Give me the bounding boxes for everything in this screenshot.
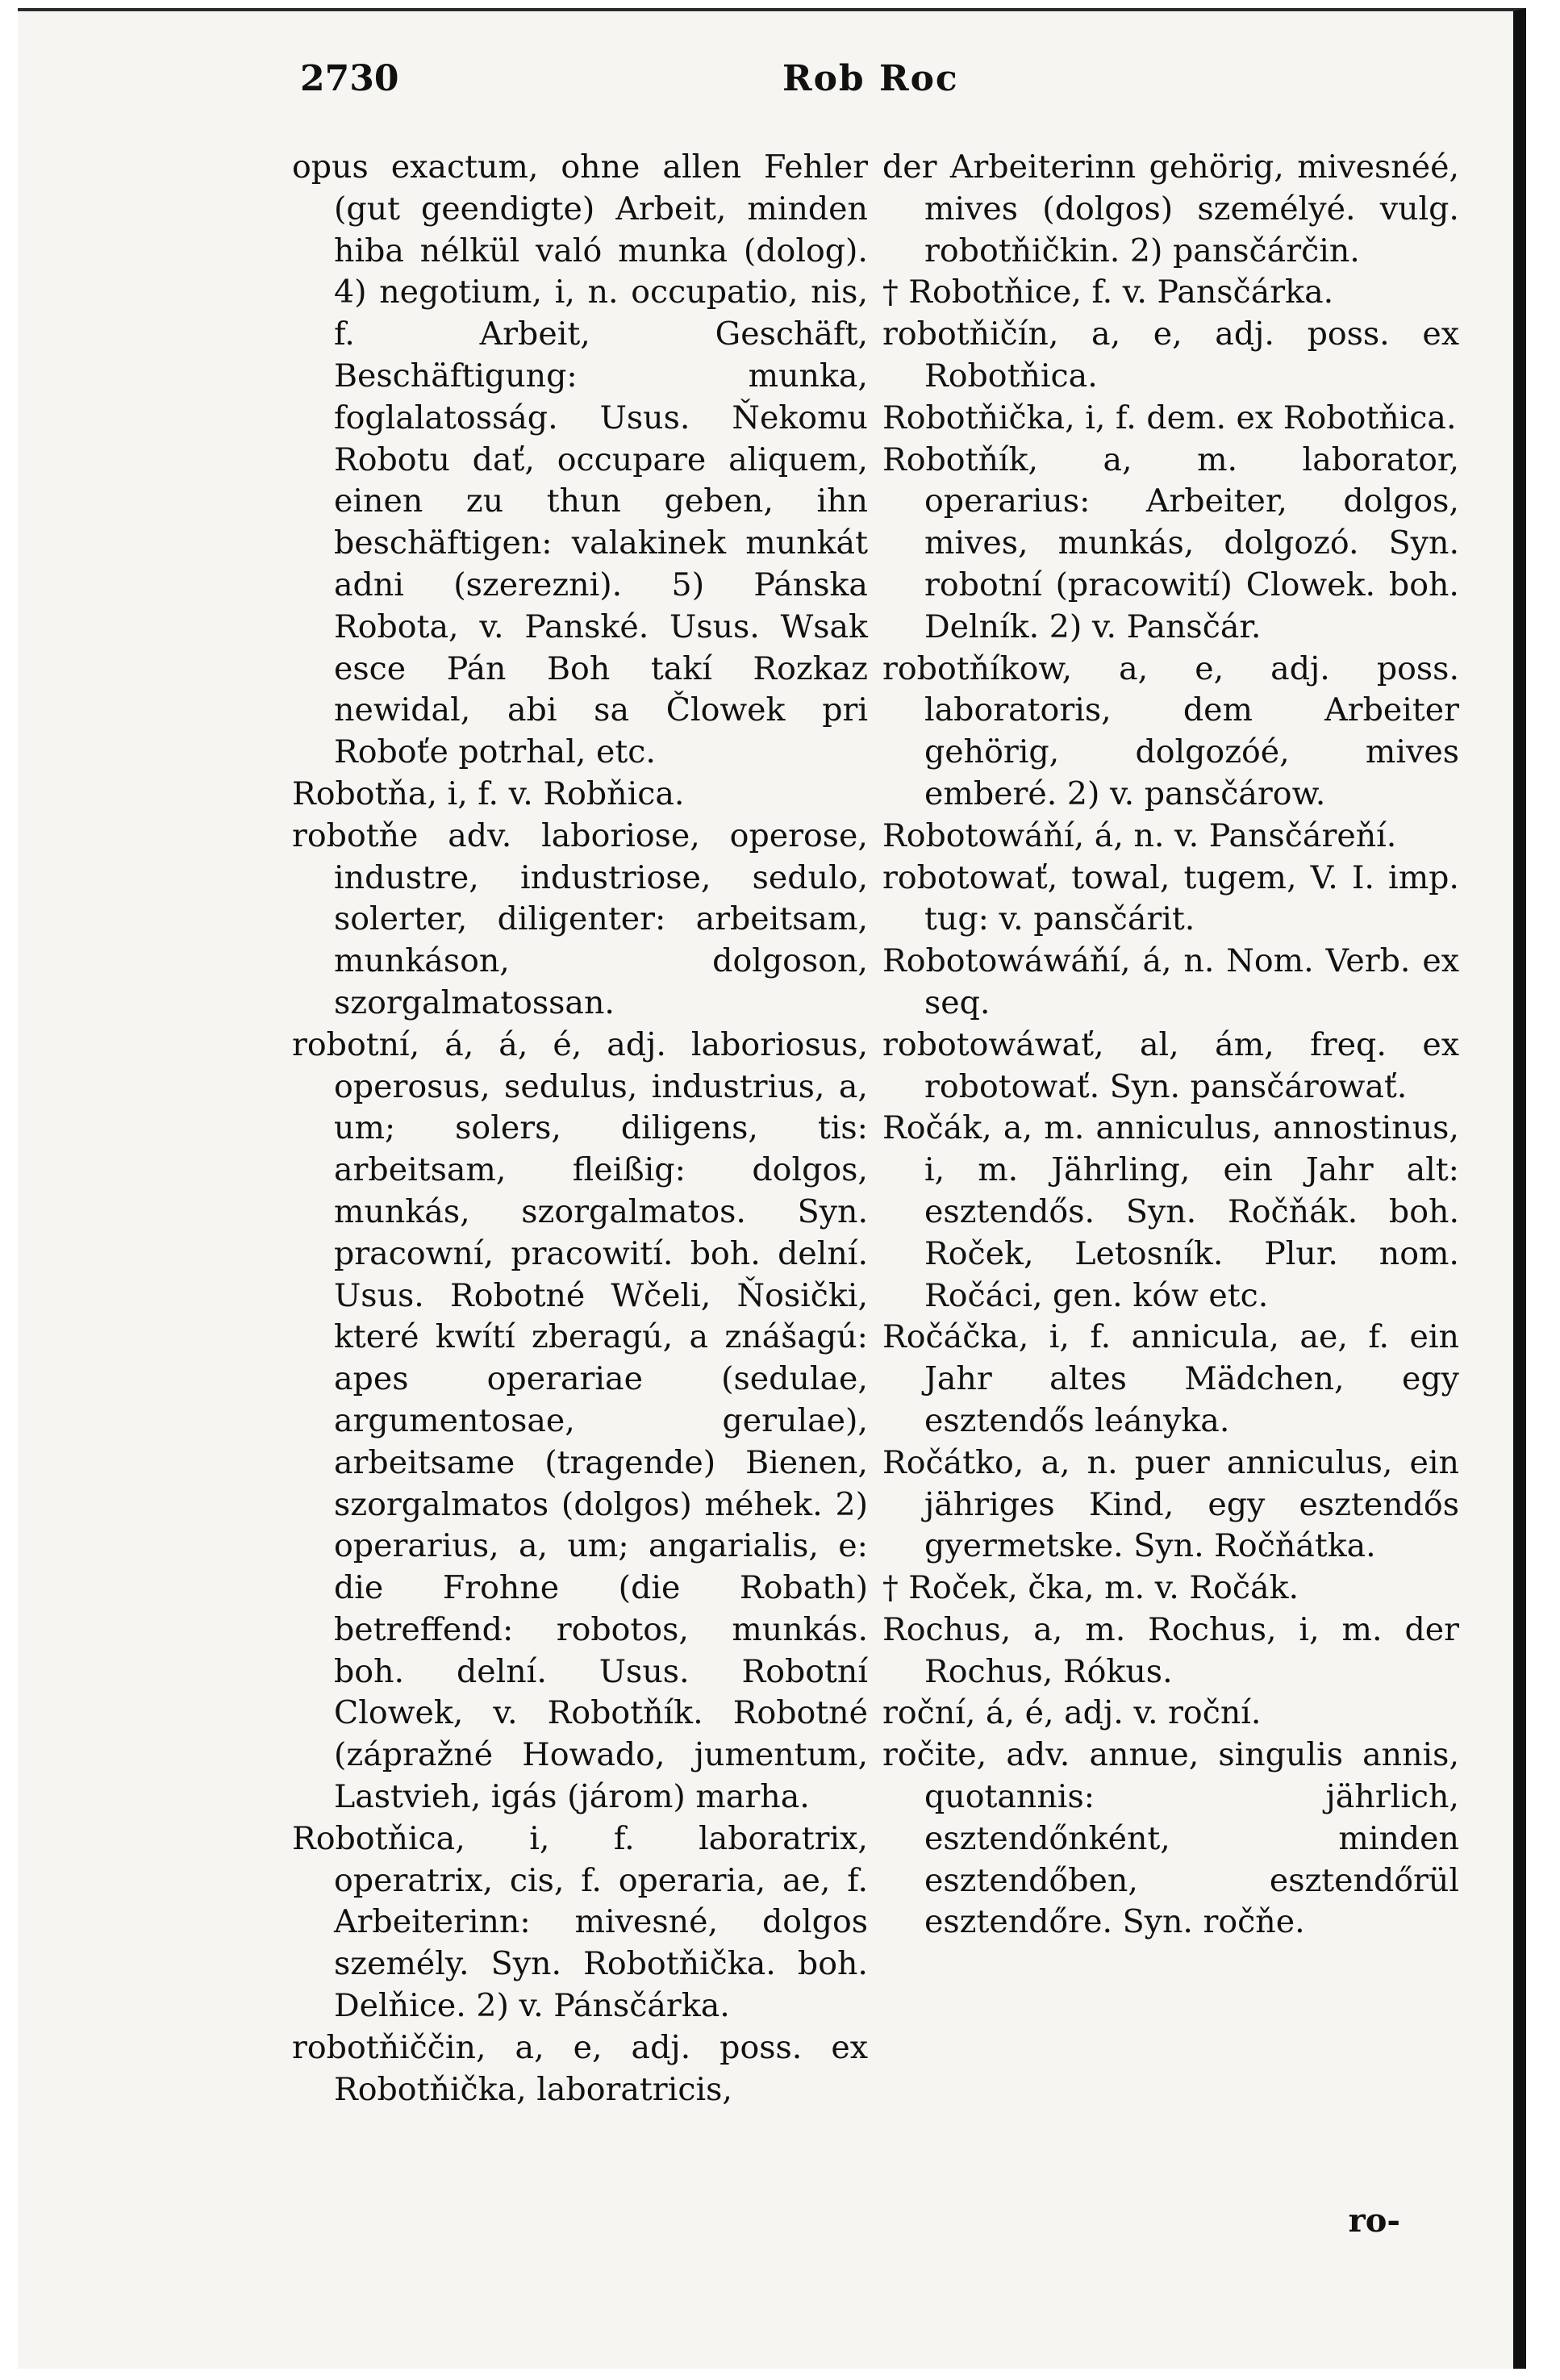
dictionary-page xyxy=(18,8,1526,2369)
dictionary-entry: Rochus, a, m. Rochus, i, m. der Rochus, Rókus. xyxy=(882,1610,1459,1690)
page-header xyxy=(300,58,1481,115)
dictionary-entry: Ročátko, a, n. puer anniculus, ein jähriges Kind, egy esztendős gyermetske. Syn. Ročňátka. xyxy=(882,1443,1459,1565)
dictionary-entry: † Roček, čka, m. v. Ročák. xyxy=(882,1569,1299,1607)
dictionary-entry: robotňičín, a, e, adj. poss. ex Robotňica. xyxy=(882,315,1459,395)
running-head: Rob Roc xyxy=(782,58,959,99)
dictionary-entry: Robotowáwáňí, á, n. Nom. Verb. ex seq. xyxy=(882,942,1459,1021)
dictionary-entry: Ročák, a, m. anniculus, annostinus, i, m. Jährling, ein Jahr alt: esztendős. Syn. Ročňák. boh. Roček, Letosník. Plur. nom. Ročáci, gen. ków etc. xyxy=(882,1109,1459,1314)
dictionary-entry: ročite, adv. annue, singulis annis, quotannis: jährlich, esztendőnként, minden esztendőben, esztendőrül esztendőre. Syn. ročňe. xyxy=(882,1736,1459,1941)
dictionary-entry: Robotňička, i, f. dem. ex Robotňica. xyxy=(882,399,1457,436)
page-number: 2730 xyxy=(300,58,399,99)
dictionary-entry: der Arbeiterinn gehörig, mivesnéé, mives (dolgos) személyé. vulg. robotňičkin. 2) pansčárčin. xyxy=(882,148,1459,269)
dictionary-entry: robotowáwať, al, ám, freq. ex robotowať. Syn. pansčárowať. xyxy=(882,1025,1459,1105)
dictionary-entry: † Robotňice, f. v. Pansčárka. xyxy=(882,273,1334,311)
dictionary-entry: roční, á, é, adj. v. roční. xyxy=(882,1694,1262,1732)
dictionary-entry: Robotowáňí, á, n. v. Pansčáreňí. xyxy=(882,816,1397,854)
dictionary-entry: robotňiččin, a, e, adj. poss. ex Robotňička, laboratricis, xyxy=(292,2028,868,2108)
dictionary-entry: Robotňa, i, f. v. Robňica. xyxy=(292,775,685,812)
catchword: ro- xyxy=(1348,2202,1400,2240)
dictionary-entry: robotowať, towal, tugem, V. I. imp. tug: v. pansčárit. xyxy=(882,858,1459,938)
right-column xyxy=(882,147,1459,1944)
dictionary-entry: robotní, á, á, é, adj. laboriosus, operosus, sedulus, industrius, a, um; solers, diligens, tis: arbeitsam, fleißig: dolgos, munkás, szorgalmatos. Syn. pracowní, pracowití. boh. delní. Usus. Robotné Wčeli, Ňosički, které kwítí zberagú, a znášagú: apes operariae (sedulae, argumentosae, gerulae), arbeitsame (tragende) Bienen, szorgalmatos (dolgos) méhek. 2) operarius, a, um; angarialis, e: die Frohne (die Robath) betreffend: robotos, munkás. boh. delní. Usus. Robotní Clowek, v. Robotňík. Robotné (zápražné Howado, jumentum, Lastvieh, igás (járom) marha. xyxy=(292,1025,868,1816)
dictionary-entry: robotňe adv. laboriose, operose, industre, industriose, sedulo, solerter, diligenter: arbeitsam, munkáson, dolgoson, szorgalmatossan. xyxy=(292,816,868,1021)
dictionary-entry: Robotňica, i, f. laboratrix, operatrix, cis, f. operaria, ae, f. Arbeiterinn: mivesné, dolgos személy. Syn. Robotňička. boh. Delňice. 2) v. Pánsčárka. xyxy=(292,1819,868,2025)
dictionary-entry: Ročáčka, i, f. annicula, ae, f. ein Jahr altes Mädchen, egy esztendős leányka. xyxy=(882,1318,1459,1439)
left-column xyxy=(292,147,868,2111)
dictionary-entry: robotňíkow, a, e, adj. poss. laboratoris, dem Arbeiter gehörig, dolgozóé, mives emberé. 2) v. pansčárow. xyxy=(882,649,1459,812)
dictionary-entry: Robotňík, a, m. laborator, operarius: Arbeiter, dolgos, mives, munkás, dolgozó. Syn. robotní (pracowití) Clowek. boh. Delník. 2) v. Pansčár. xyxy=(882,441,1459,645)
dictionary-entry: opus exactum, ohne allen Fehler (gut geendigte) Arbeit, minden hiba nélkül való munka (dolog). 4) negotium, i, n. occupatio, nis, f. Arbeit, Geschäft, Beschäftigung: munka, foglalatosság. Usus. Ňekomu Robotu dať, occupare aliquem, einen zu thun geben, ihn beschäftigen: valakinek munkát adni (szerezni). 5) Pánska Robota, v. Panské. Usus. Wsak esce Pán Boh takí Rozkaz newidal, abi sa Člowek pri Roboťe potrhal, etc. xyxy=(292,148,868,771)
